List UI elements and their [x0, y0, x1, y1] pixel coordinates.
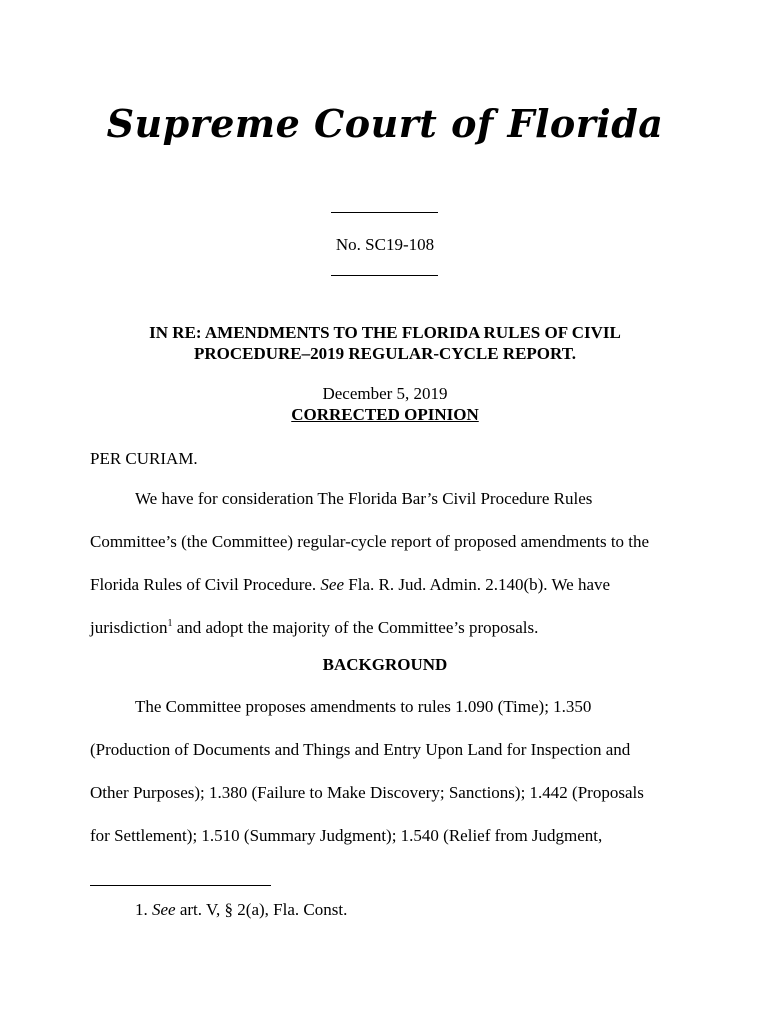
citation-signal: See	[320, 575, 345, 594]
paragraph-2-line: (Production of Documents and Things and Entry Upon Land for Inspection and	[90, 740, 631, 759]
case-number-rule-top	[331, 212, 438, 213]
paragraph-2-line: The Committee proposes amendments to rules 1.090 (Time); 1.350	[135, 697, 592, 716]
footnote-1	[135, 899, 347, 920]
paragraph-1-line: Committee’s (the Committee) regular-cycle report of proposed amendments to the	[90, 532, 650, 551]
case-number-rule-bottom	[331, 275, 438, 276]
text-span: and adopt the majority of the Committee’s proposals.	[172, 618, 539, 637]
paragraph-1-line: We have for consideration The Florida Bar’s Civil Procedure Rules	[135, 489, 593, 508]
case-caption	[90, 322, 680, 364]
paragraph-1-line	[90, 574, 690, 617]
footnote-text: art. V, § 2(a), Fla. Const.	[175, 900, 348, 919]
citation-signal: See	[152, 900, 176, 919]
caption-line-1: IN RE: AMENDMENTS TO THE FLORIDA RULES OF CIVIL	[149, 323, 621, 342]
court-title: Supreme Court of Florida	[106, 101, 664, 146]
footnote-number: 1.	[135, 900, 148, 919]
opinion-status	[0, 404, 770, 425]
paragraph-1	[90, 488, 690, 660]
opinion-status-text: CORRECTED OPINION	[291, 405, 479, 424]
text-span: Fla. R. Jud. Admin. 2.140(b). We have	[344, 575, 611, 594]
opinion-date: December 5, 2019	[322, 384, 448, 403]
caption-line-2: PROCEDURE–2019 REGULAR-CYCLE REPORT.	[193, 344, 577, 363]
section-heading: BACKGROUND	[322, 655, 448, 674]
per-curiam: PER CURIAM.	[90, 449, 198, 468]
text-span: Florida Rules of Civil Procedure.	[90, 575, 321, 594]
case-number: No. SC19-108	[335, 235, 435, 254]
text-span: jurisdiction	[90, 618, 168, 637]
paragraph-2-line: for Settlement); 1.510 (Summary Judgment); 1.540 (Relief from Judgment,	[90, 826, 603, 845]
paragraph-2	[90, 696, 690, 868]
footnote-reference[interactable]: 1	[167, 618, 173, 629]
footnote-separator	[90, 885, 271, 886]
paragraph-2-line: Other Purposes); 1.380 (Failure to Make Discovery; Sanctions); 1.442 (Proposals	[90, 783, 644, 802]
